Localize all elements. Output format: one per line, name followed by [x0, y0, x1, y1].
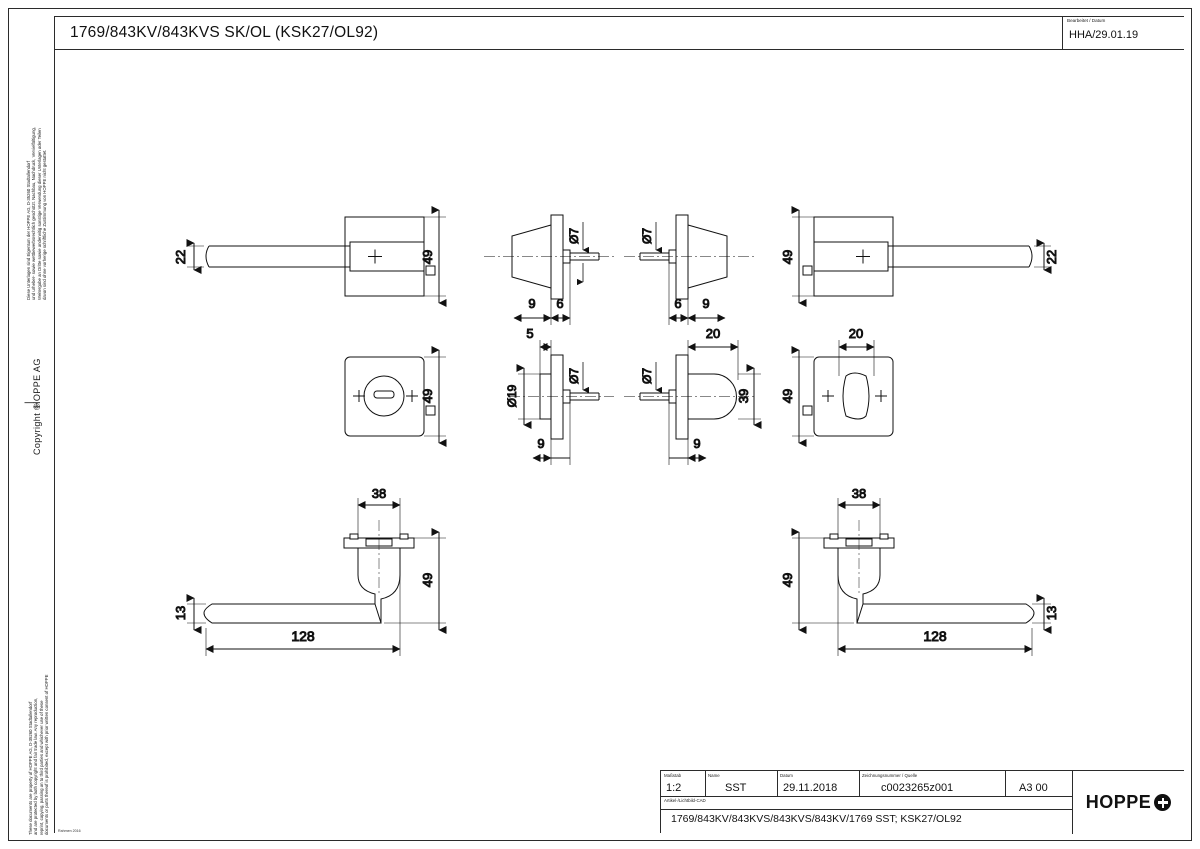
drawing-area	[54, 50, 1184, 770]
view-escutcheon-plan-right	[814, 326, 893, 436]
view-escutcheon-section-right	[624, 326, 761, 465]
title-bar	[54, 16, 1184, 50]
dim-49-esc-right	[780, 350, 814, 443]
svg-text:39: 39	[736, 388, 751, 404]
svg-text:49: 49	[420, 388, 435, 404]
svg-text:49: 49	[780, 572, 795, 588]
revision-value: HHA/29.01.19	[1069, 29, 1139, 41]
revision-label: Bearbeitet / Datum	[1067, 18, 1106, 23]
hoppe-logo-icon	[1154, 794, 1171, 811]
view-rose-section-right	[624, 215, 754, 299]
legal-text-german: Diese Unterlagen sind Eigentum der HOPPE AG, D-35260 Stadtallendorf und urheber- sowie wettbewerbsrechtlich geschützt. Nachbau, Nachdruck, Vervielfältigung, Weitergabe an Dritte sowie anderwitig sonstige Verwendung dieser Unterlagen oder Teilen davon sind ohne vorherige schriftliche Zustimmung von HOPPE nicht gestattet.	[26, 127, 48, 300]
svg-text:13: 13	[173, 605, 188, 621]
svg-text:38: 38	[371, 486, 387, 501]
view-handle-plan-left	[206, 217, 424, 296]
dim-13-left	[173, 598, 206, 630]
svg-text:9: 9	[693, 436, 701, 451]
view-handle-plan-right	[814, 217, 1032, 296]
view-handle-elevation-right	[824, 520, 1034, 623]
svg-text:9: 9	[702, 296, 710, 311]
dim-49-right	[780, 210, 814, 303]
tb-hline-2	[661, 809, 1073, 810]
view-rose-section-left	[484, 215, 614, 299]
format-cell: A3 00	[1019, 782, 1048, 794]
scale-cell: Maßstab 1:2	[664, 773, 682, 794]
dim-128-right	[838, 550, 1032, 656]
frame-mark: Rahmen 2016	[58, 829, 81, 833]
divider-pipe: |	[24, 401, 35, 404]
svg-text:Ø19: Ø19	[505, 384, 519, 408]
view-escutcheon-section-left	[505, 326, 614, 465]
svg-text:49: 49	[780, 388, 795, 404]
copyright-label: Copyright ©	[32, 402, 42, 455]
dim-22-right	[1034, 243, 1059, 270]
hoppe-logo	[1072, 771, 1184, 834]
svg-text:22: 22	[173, 249, 188, 265]
svg-text:20: 20	[848, 326, 864, 341]
title-block	[660, 770, 1184, 833]
name-cell: Name SST	[708, 773, 747, 794]
dim-13-right	[1032, 598, 1059, 630]
drawing-number-cell: Zeichnungsnummer / Quelle c0023265z001	[862, 773, 954, 794]
article-label-cell: Artikel-/Lichtbild-CAD	[664, 798, 706, 803]
svg-text:22: 22	[1044, 249, 1059, 265]
svg-text:6: 6	[674, 296, 682, 311]
view-escutcheon-plan-left	[345, 357, 424, 436]
svg-text:Ø7: Ø7	[567, 227, 581, 245]
svg-text:9: 9	[528, 296, 536, 311]
logo-text: HOPPE	[1085, 792, 1152, 812]
svg-text:13: 13	[1044, 605, 1059, 621]
svg-text:49: 49	[420, 572, 435, 588]
revision-box	[1062, 16, 1184, 50]
svg-text:49: 49	[420, 249, 435, 265]
svg-text:6: 6	[556, 296, 564, 311]
svg-text:Ø7: Ø7	[640, 227, 654, 245]
svg-text:128: 128	[291, 628, 315, 644]
company-label: HOPPE AG	[32, 358, 42, 408]
view-handle-elevation-left	[204, 520, 414, 623]
date-cell: Datum 29.11.2018	[780, 773, 838, 794]
dim-22-left	[173, 243, 204, 270]
svg-text:128: 128	[923, 628, 947, 644]
svg-text:20: 20	[705, 326, 721, 341]
page-title: 1769/843KV/843KVS SK/OL (KSK27/OL92)	[70, 24, 379, 41]
article-value: 1769/843KV/843KVS/843KVS/843KV/1769 SST; KSK27/OL92	[671, 813, 962, 825]
svg-text:Ø7: Ø7	[567, 367, 581, 385]
svg-text:5: 5	[526, 326, 534, 341]
svg-text:Ø7: Ø7	[640, 367, 654, 385]
svg-text:38: 38	[851, 486, 867, 501]
svg-text:9: 9	[537, 436, 545, 451]
dim-128-left	[206, 550, 400, 656]
svg-text:49: 49	[780, 249, 795, 265]
legal-text-english: These documents are property of HOPPE AG, D-35260 Stadtallendorf and are protected by both copyright and fair trade law. Any reproduction, reprint, copying, passing on to third parties and whichever use of these documents or parts thereof is prohibited, except with prior written consent of HOPPE	[28, 674, 50, 835]
